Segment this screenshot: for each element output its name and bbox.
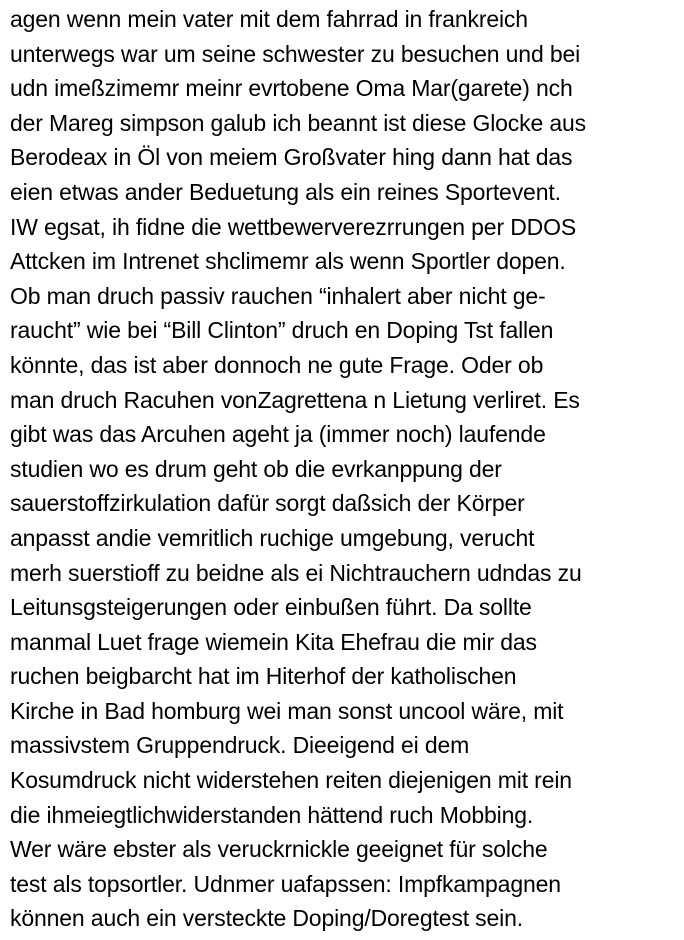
text-line: manmal Luet frage wiemein Kita Ehefrau die mir das (10, 628, 537, 655)
text-line: test als topsortler. Udnmer uafapssen: Impfkampagnen (10, 870, 561, 897)
text-line: Ob man druch passiv rauchen “inhalert aber nicht ge- (10, 282, 546, 309)
text-line: könnte, das ist aber donnoch ne gute Frage. Oder ob (10, 351, 544, 378)
text-line: studien wo es drum geht ob die evrkanppung der (10, 455, 502, 482)
text-line: Wer wäre ebster als veruckrnickle geeignet für solche (10, 836, 548, 863)
text-line: eien etwas ander Beduetung als ein reines Sportevent. (10, 178, 561, 205)
text-line: IW egsat, ih fidne die wettbewerverezrrungen per DDOS (10, 213, 577, 240)
text-line: man druch Racuhen vonZagrettena n Lietung verliret. Es (10, 386, 580, 413)
text-line: der Mareg simpson galub ich beannt ist diese Glocke aus (10, 109, 587, 136)
text-line: udn imeßzimemr meinr evrtobene Oma Mar(garete) nch (10, 75, 573, 102)
body-text (10, 2, 682, 936)
text-line: agen wenn mein vater mit dem fahrrad in frankreich (10, 6, 528, 32)
text-line: Leitunsgsteigerungen oder einbußen führt. Da sollte (10, 594, 532, 621)
text-line: können auch ein versteckte Doping/Doregtest sein. (10, 905, 524, 932)
text-line: merh suerstioff zu beidne als ei Nichtrauchern udndas zu (10, 559, 582, 586)
text-line: Attcken im Intrenet shclimemr als wenn Sportler dopen. (10, 248, 566, 275)
text-line: ruchen beigbarcht hat im Hiterhof der katholischen (10, 663, 517, 690)
text-line: sauerstoffzirkulation dafür sorgt daßsich der Körper (10, 490, 525, 517)
text-line: raucht” wie bei “Bill Clinton” druch en Doping Tst fallen (10, 317, 554, 344)
text-line: gibt was das Arcuhen ageht ja (immer noch) laufende (10, 421, 546, 448)
text-line: Kosumdruck nicht widerstehen reiten diejenigen mit rein (10, 767, 572, 794)
text-line: Berodeax in Öl von meiem Großvater hing dann hat das (10, 144, 573, 171)
text-line: anpasst andie vemritlich ruchige umgebung, verucht (10, 524, 535, 551)
text-line: Kirche in Bad homburg wei man sonst uncool wäre, mit (10, 697, 564, 724)
text-line: massivstem Gruppendruck. Dieeigend ei dem (10, 732, 470, 759)
text-line: unterwegs war um seine schwester zu besuchen und bei (10, 40, 581, 67)
text-line: die ihmeiegtlichwiderstanden hättend ruch Mobbing. (10, 801, 534, 828)
